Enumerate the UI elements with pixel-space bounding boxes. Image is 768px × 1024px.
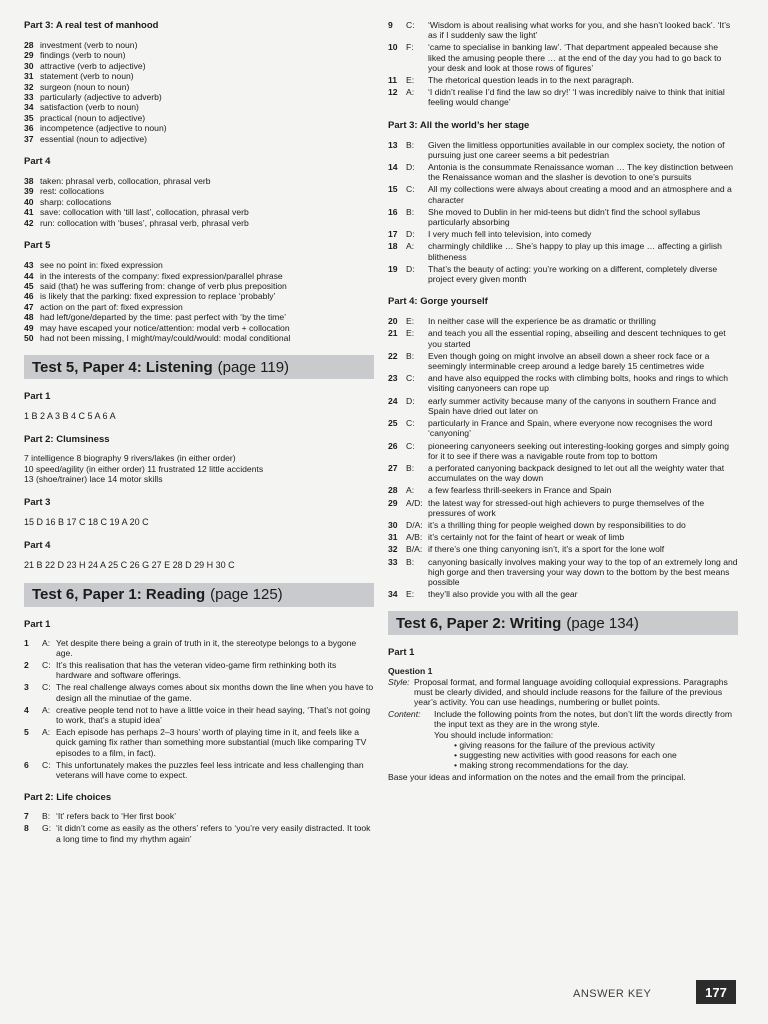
item-letter: B: [406,556,415,567]
content-text-2: You should include information: [434,729,554,740]
item-letter: C: [406,418,415,429]
item-text: Given the limitless opportunities available in our complex society, the notion of pursuing just one career seems a bit pedestrian [428,139,725,160]
list-item [24,312,374,322]
list-item [388,485,738,495]
item-text: creative people tend not to have a little voice in their head saying, ‘That’s not going to work, that’s a stupid idea’ [56,704,371,725]
item-number: 38 [24,176,34,187]
item-text: it’s a thrilling thing for people weighed down by responsibilities to do [428,519,686,530]
item-text: attractive (verb to adjective) [40,60,146,71]
bullet-text: giving reasons for the failure of the previous activity [459,739,655,750]
item-text: That’s the beauty of acting: you’re working on a different, completely diverse project every given month [428,263,718,285]
bullet-icon: • [454,760,460,771]
item-number: 31 [24,71,34,82]
list-item [24,333,374,343]
item-text: action on the part of: fixed expression [40,301,183,312]
item-text: said (that) he was suffering from: change of verb plus preposition [40,280,287,291]
section-heading: Part 3 [24,496,51,508]
item-number: 46 [24,291,34,302]
test6-writing-title: Test 6, Paper 2: Writing [396,614,562,632]
bullet-icon: • [454,749,460,760]
list-item [388,418,738,438]
list-item [388,557,738,588]
list-item [388,441,738,461]
item-number: 29 [24,50,34,61]
item-text: This unfortunately makes the puzzles feel less intricate and less challenging than veterans will have come to expect. [56,759,364,780]
style-text: Proposal format, and formal language avoiding colloquial expressions. Paragraphs must be clearly divided, and should include reasons for the failure of the previous year’s activity. You can use headings, numbering or bullet points. [414,676,728,707]
item-text: in the interests of the company: fixed expression/parallel phrase [40,270,283,281]
list-item [388,544,738,554]
item-text: particularly (adjective to adverb) [40,92,162,103]
list-item [388,264,738,284]
bullet-item [388,740,738,750]
item-number: 26 [388,440,398,451]
item-letter: C: [42,682,51,693]
answer-list [388,316,738,599]
item-number: 24 [388,395,398,406]
list-item [388,140,738,160]
item-number: 30 [388,519,398,530]
answer-list [24,811,374,844]
item-text: they’ll also provide you with all the gear [428,589,578,600]
item-text: Antonia is the consummate Renaissance woman … The key distinction between the Renaissance woman and the slasher is devotion to one’s pursuits [428,162,734,183]
item-letter: D: [406,263,415,274]
item-letter: E: [406,75,415,86]
list-item [24,176,374,186]
list-item [388,396,738,416]
item-text: a perforated canyoning backpack designed to let out all the weighty water that accumulates on the way down [428,462,725,484]
test6-title: Test 6, Paper 1: Reading [32,586,206,604]
item-text: The rhetorical question leads in to the next paragraph. [428,75,634,86]
item-number: 21 [388,328,398,339]
item-number: 35 [24,112,34,123]
item-text: if there’s one thing canyoning isn’t, it’s a sport for the lone wolf [428,544,665,555]
item-number: 22 [388,350,398,361]
list-item [24,82,374,92]
list-item [388,184,738,204]
test5-page-ref: (page 119) [217,358,290,376]
question-1 [388,666,738,782]
item-number: 20 [388,316,398,327]
item-number: 37 [24,133,34,144]
item-number: 5 [24,727,29,738]
list-item [24,218,374,228]
item-text: pioneering canyoneers seeking out interesting-looking gorges and simply going for it to see if there was a navigable route from top to bottom [428,440,729,461]
item-number: 34 [24,102,34,113]
list-item [24,134,374,144]
bullet-text: making strong recommendations for the day. [459,760,629,771]
item-number: 1 [24,637,29,648]
answer-list [24,260,374,343]
answer-line: 7 intelligence 8 biography 9 rivers/lakes (in either order) [24,453,236,464]
answer-line: 15 D 16 B 17 C 18 C 19 A 20 C [24,516,149,527]
item-number: 28 [388,485,398,496]
item-letter: B/A: [406,544,423,555]
item-text: investment (verb to noun) [40,40,138,50]
item-number: 48 [24,312,34,323]
item-number: 32 [24,81,34,92]
item-number: 34 [388,589,398,600]
item-text: charmingly childlike … She’s happy to play up this image … affecting a girlish blitheness [428,241,722,262]
item-text: incompetence (adjective to noun) [40,123,167,134]
section-heading: Part 4: Gorge yourself [388,296,488,308]
list-item [24,71,374,81]
question-heading: Question 1 [388,666,433,677]
list-item [24,323,374,333]
item-text: canyoning basically involves making your way to the top of an extremely long and high gorge and then traversing your way down to the bottom by the best means possible [428,556,738,587]
list-item [24,50,374,60]
item-number: 16 [388,206,398,217]
list-item [388,532,738,542]
list-item [388,520,738,530]
list-item [388,373,738,393]
item-text: The real challenge always comes about six months down the line when you have to design all the minutiae of the game. [56,682,374,703]
answer-list [388,140,738,285]
right-column [388,20,738,783]
item-number: 2 [24,659,29,670]
item-text: Each episode has perhaps 2–3 hours’ worth of playing time in it, and feels like a quick gaming fix rather than something more substantial (much like comparing TV episodes to a film, in fact). [56,727,367,758]
item-text: In neither case will the experience be as dramatic or thrilling [428,316,656,327]
test5-title-band [24,355,374,379]
list-item [24,40,374,50]
item-number: 23 [388,373,398,384]
list-item [388,75,738,85]
test6-writing-page-ref: (page 134) [566,614,639,632]
answer-line: 10 speed/agility (in either order) 11 frustrated 12 little accidents [24,463,264,474]
item-text: All my collections were always about creating a mood and an atmosphere and a character [428,184,732,205]
item-letter: F: [406,42,414,53]
item-number: 15 [388,184,398,195]
item-text: particularly in France and Spain, where everyone now recognises the word ‘canyoning’ [428,418,713,439]
item-text: rest: collocations [40,186,105,197]
bullet-list [388,740,738,771]
list-item [24,302,374,312]
item-number: 27 [388,462,398,473]
list-item [388,328,738,348]
style-label: Style: [388,676,410,687]
item-number: 8 [24,823,29,834]
bullet-item [388,760,738,770]
section-heading: Part 2: Life choices [24,792,112,804]
item-text: ‘came to specialise in banking law’. ‘That department appealed because she liked the amusing people there … at the end of the day you had to go back to your desk and look at those rows of figures’ [428,42,722,73]
answer-list [24,40,374,144]
item-text: She moved to Dublin in her mid-teens but didn’t find the school syllabus particularly absorbing [428,206,701,228]
content-row [388,709,738,729]
item-text: it’s certainly not for the faint of heart or weak of limb [428,532,625,543]
item-letter: E: [406,589,415,600]
item-letter: E: [406,316,415,327]
item-text: ‘Wisdom is about realising what works for you, and she hasn’t looked back’. ‘It’s as if I suddenly saw the light’ [428,20,731,41]
item-number: 19 [388,263,398,274]
answer-line: 21 B 22 D 23 H 24 A 25 C 26 G 27 E 28 D 29 H 30 C [24,559,235,570]
item-text: I very much fell into television, into comedy [428,229,592,240]
test6-title-band [24,583,374,607]
footer-label: ANSWER KEY [573,988,652,1000]
item-number: 4 [24,704,29,715]
item-text: surgeon (noun to noun) [40,81,130,92]
item-number: 47 [24,301,34,312]
list-item [24,61,374,71]
answer-list [24,638,374,781]
list-item [24,271,374,281]
item-letter: B: [406,350,415,361]
item-text: and teach you all the essential roping, abseiling and descent techniques to get you started [428,328,726,349]
list-item [24,705,374,725]
section-heading: Part 4 [24,539,51,551]
item-number: 10 [388,42,398,53]
list-item [388,162,738,182]
list-item [24,638,374,658]
list-item [24,123,374,133]
list-item [388,229,738,239]
item-letter: D: [406,395,415,406]
item-number: 11 [388,75,398,86]
item-text: is likely that the parking: fixed expression to replace ‘probably’ [40,291,276,302]
bullet-item [388,750,738,760]
item-number: 14 [388,162,398,173]
item-number: 45 [24,280,34,291]
answer-lines [24,453,374,484]
item-letter: A: [406,87,415,98]
list-item [388,20,738,40]
item-number: 32 [388,544,398,555]
item-letter: D: [406,162,415,173]
list-item [388,207,738,227]
item-letter: A/D: [406,497,423,508]
item-number: 31 [388,532,398,543]
item-text: had not been missing, I might/may/could/would: modal conditional [40,332,291,343]
list-item [24,291,374,301]
list-item [24,260,374,270]
item-text: findings (verb to noun) [40,50,126,61]
item-text: ‘It’ refers back to ‘Her first book’ [56,811,177,822]
item-number: 41 [24,207,34,218]
content-text: Include the following points from the notes, but don’t lift the words directly from the input text as they are in the wrong style. [434,709,733,730]
answer-list [388,20,738,108]
section-heading: Part 4 [24,156,51,168]
item-number: 18 [388,241,398,252]
list-item [24,281,374,291]
item-letter: A: [406,241,415,252]
item-text: practical (noun to adjective) [40,112,146,123]
content-label: Content: [388,709,421,720]
item-letter: A: [406,485,415,496]
item-letter: C: [42,659,51,670]
item-number: 44 [24,270,34,281]
item-number: 29 [388,497,398,508]
test6-page-ref: (page 125) [210,586,283,604]
item-text: ‘I didn’t realise I’d find the law so dry!’ ‘I was incredibly naive to think that initial feeling would change’ [428,87,725,108]
item-letter: C: [406,184,415,195]
list-item [388,87,738,107]
item-letter: C: [406,20,415,30]
item-number: 7 [24,811,29,822]
page-number: 177 [696,980,736,1004]
item-text: the latest way for stressed-out high achievers to purge themselves of the pressures of work [428,497,705,518]
item-number: 17 [388,229,398,240]
answer-line: 1 B 2 A 3 B 4 C 5 A 6 A [24,411,116,422]
item-letter: C: [42,759,51,770]
item-text: ‘it didn’t come as easily as the others’ refers to ‘you’re very easily distracted. It took a long time to find my rhythm again’ [56,823,371,844]
list-item [24,760,374,780]
item-letter: C: [406,440,415,451]
item-letter: A: [42,637,51,648]
item-number: 42 [24,217,34,228]
item-number: 25 [388,418,398,429]
item-letter: E: [406,328,415,339]
list-item [24,186,374,196]
item-letter: A: [42,704,51,715]
section-heading: Part 1 [24,391,51,403]
item-text: essential (noun to adjective) [40,133,148,144]
item-letter: D/A: [406,519,423,530]
item-text: and have also equipped the rocks with climbing bolts, hooks and rings to which visiting canyoneers can rope up [428,373,729,394]
item-number: 13 [388,139,398,150]
item-text: It’s this realisation that has the veteran video-game firm rethinking both its hardware and software offerings. [56,659,337,681]
list-item [24,811,374,821]
test6-writing-title-band [388,611,738,635]
list-item [388,498,738,518]
item-text: satisfaction (verb to noun) [40,102,139,113]
item-letter: D: [406,229,415,240]
list-item [24,197,374,207]
item-number: 6 [24,759,29,770]
section-heading: Part 1 [388,647,415,659]
list-item [388,351,738,371]
answer-line: 13 (shoe/trainer) lace 14 motor skills [24,474,163,485]
section-heading: Part 2: Clumsiness [24,434,110,446]
list-item [24,727,374,758]
list-item [388,463,738,483]
item-number: 33 [24,92,34,103]
list-item [24,207,374,217]
left-column [24,20,374,856]
bullet-text: suggesting new activities with good reasons for each one [459,749,677,760]
list-item [388,241,738,261]
item-letter: A: [42,727,51,738]
list-item [24,92,374,102]
section-heading: Part 5 [24,240,51,252]
item-text: early summer activity because many of the canyons in southern France and Spain have dried out later on [428,395,717,416]
item-letter: B: [406,462,415,473]
item-number: 9 [388,20,393,30]
item-number: 50 [24,332,34,343]
item-letter: B: [406,206,415,217]
item-text: had left/gone/departed by the time: past perfect with ‘by the time’ [40,312,287,323]
item-text: may have escaped your notice/attention: modal verb + collocation [40,322,290,333]
item-number: 33 [388,556,398,567]
style-row [388,677,738,708]
item-text: a few fearless thrill-seekers in France and Spain [428,485,612,496]
item-letter: B: [42,811,51,822]
item-letter: G: [42,823,52,834]
item-text: see no point in: fixed expression [40,260,163,271]
section-heading: Part 3: A real test of manhood [24,20,159,31]
item-text: save: collocation with ‘till last’, collocation, phrasal verb [40,207,249,218]
list-item [388,316,738,326]
list-item [24,823,374,843]
item-letter: C: [406,373,415,384]
list-item [24,113,374,123]
list-item [24,102,374,112]
item-number: 12 [388,87,398,98]
item-number: 28 [24,40,34,50]
item-number: 43 [24,260,34,271]
item-text: sharp: collocations [40,196,112,207]
list-item [388,589,738,599]
item-text: Yet despite there being a grain of truth in it, the stereotype belongs to a bygone age. [56,637,357,658]
section-heading: Part 1 [24,618,51,630]
item-text: Even though going on might involve an abseil down a sheer rock face or a seemingly interminable creep around a ledge barely 15 centimetres wide [428,350,710,372]
item-number: 3 [24,682,29,693]
item-letter: A/B: [406,532,423,543]
item-text: taken: phrasal verb, collocation, phrasal verb [40,176,211,187]
item-text: statement (verb to noun) [40,71,134,82]
item-number: 49 [24,322,34,333]
item-letter: B: [406,139,415,150]
closing-text: Base your ideas and information on the notes and the email from the principal. [388,772,686,783]
item-number: 36 [24,123,34,134]
item-number: 40 [24,196,34,207]
section-heading: Part 3: All the world’s her stage [388,119,530,131]
item-number: 39 [24,186,34,197]
item-number: 30 [24,60,34,71]
test5-title: Test 5, Paper 4: Listening [32,358,213,376]
list-item [24,682,374,702]
list-item [24,660,374,680]
item-text: run: collocation with ‘buses’, phrasal verb, phrasal verb [40,217,249,228]
bullet-icon: • [454,739,460,750]
answer-list [24,176,374,228]
list-item [388,42,738,73]
